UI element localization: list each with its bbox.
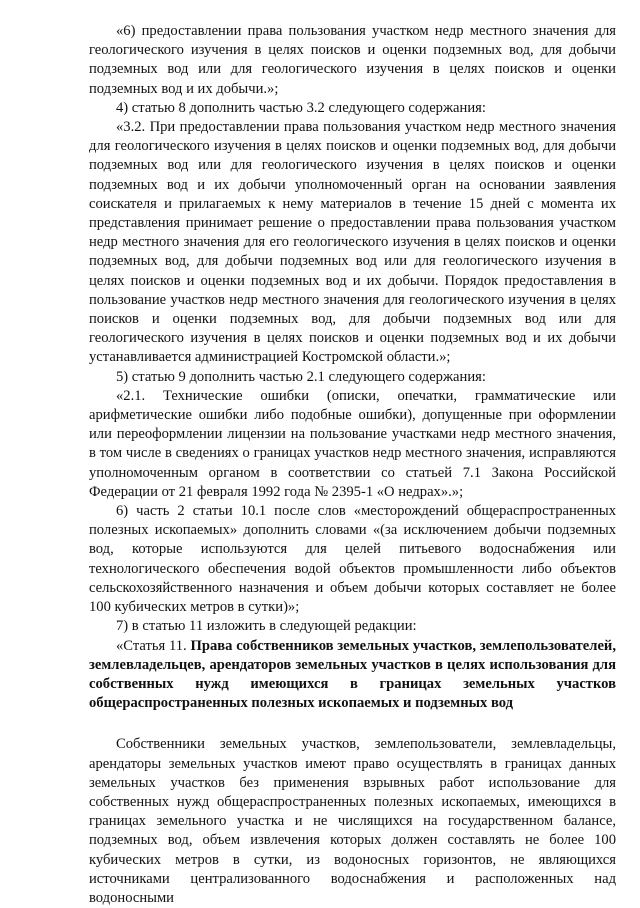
paragraph-part-3-2: «3.2. При предоставлении права пользования участком недр местного значения для геологического изучения в целях поисков и оценки подземных вод, для добычи подземных вод или для геологического изучения в целях поисков и оценки подземных вод и их добычи уполномоченный орган на основании заявления соискателя и прилагаемых к нему материалов в течение 15 дней с момента их представления принимает решение о предоставлении права пользования участком недр местного значения для его геологического изучения в целях поисков и оценки подземных вод, для добычи подземных вод или для геологического изучения в целях поисков и оценки подземных вод и их добычи. Порядок предоставления в пользование участков недр местного значения для геологического изучения в целях поисков и оценки подземных вод, для добычи подземных вод или для геологического изучения в целях поисков и оценки подземных вод и их добычи устанавливается администрацией Костромской области.»; (89, 119, 616, 366)
paragraph-amend-article-11: 7) в статью 11 изложить в следующей редакции: (116, 618, 417, 635)
paragraph-amend-article-9: 5) статью 9 дополнить частью 2.1 следующего содержания: (116, 368, 486, 385)
article-11-heading-title: Права собственников земельных участков, землепользователей, землевладельцев, арендаторов земельных участков в целях использования для собственных нужд имеющихся в границах земельных участков общераспространенных полезных ископаемых и подземных вод (89, 637, 616, 712)
paragraph-amend-article-8: 4) статью 8 дополнить частью 3.2 следующего содержания: (116, 99, 486, 116)
article-11-heading-prefix: «Статья 11. (116, 637, 191, 654)
paragraph-amend-article-10-1: 6) часть 2 статьи 10.1 после слов «месторождений общераспространенных полезных ископаемых» дополнить словами «(за исключением добычи подземных вод, которые используются для целей питьевого водоснабжения или технологического обеспечения водой объектов промышленности либо объектов сельскохозяйственного назначения и объем добычи которых составляет не более 100 кубических метров в сутки)»; (89, 503, 616, 616)
paragraph-part-2-1: «2.1. Технические ошибки (описки, опечатки, грамматические или арифметические ошибки либо подобные ошибки), допущенные при оформлении или переоформлении лицензии на пользование участками недр местного значения, в том числе в сведениях о границах участков недр местного значения, исправляются уполномоченным органом в соответствии со статьей 7.1 Закона Российской Федерации от 21 февраля 1992 года № 2395-1 «О недрах».»; (89, 387, 616, 500)
article-11-heading (89, 637, 616, 714)
paragraph-6: «6) предоставлении права пользования участком недр местного значения для геологического изучения в целях поисков и оценки подземных вод, для добычи подземных вод или для геологического изучения в целях поисков и оценки подземных вод и их добычи.»; (89, 23, 616, 97)
paragraph-gap (89, 713, 616, 735)
paragraph-owners-rights: Собственники земельных участков, землепользователи, землевладельцы, арендаторы земельных участков имеют право осуществлять в границах данных земельных участков без применения взрывных работ использование для собственных нужд общераспространенных полезных ископаемых, имеющихся в границах земельного участка и не числящихся на государственном балансе, подземных вод, объем извлечения которых должен составлять не более 100 кубических метров в сутки, из водоносных горизонтов, не являющихся источниками централизованного водоснабжения и расположенных над водоносными (89, 736, 616, 906)
